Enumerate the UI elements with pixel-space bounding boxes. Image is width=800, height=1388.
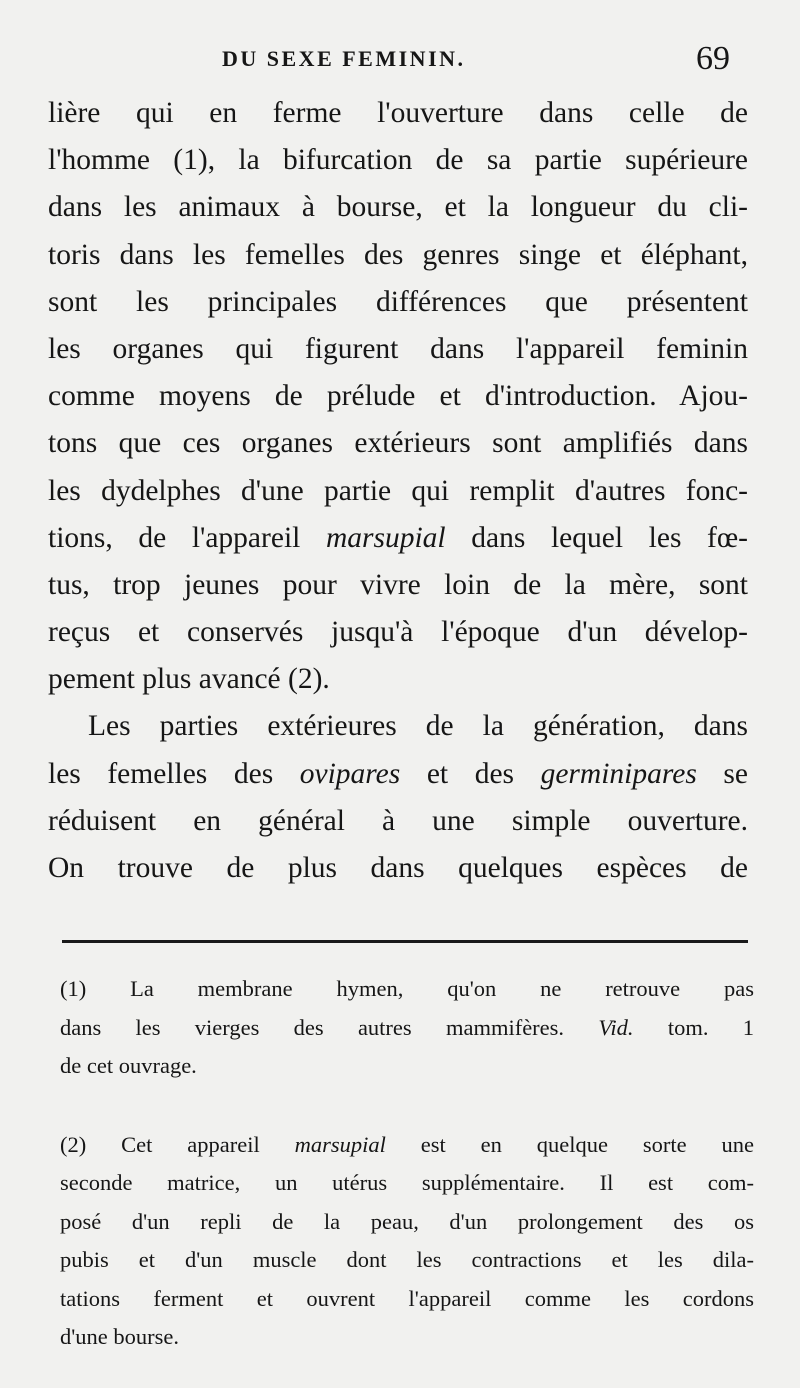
running-title: DU SEXE FEMININ. xyxy=(222,46,466,71)
text-line: comme moyens de prélude et d'introduction. Ajou- xyxy=(48,380,748,413)
text-line: tons que ces organes extérieurs sont amplifiés dans xyxy=(48,427,748,460)
footnote-line: tations ferment et ouvrent l'appareil comme les cordons xyxy=(60,1285,754,1311)
text-line: les dydelphes d'une partie qui remplit d'autres fonc- xyxy=(48,474,748,507)
text-line: Les parties extérieures de la génération, dans xyxy=(88,710,748,743)
footnote-line: posé d'un repli de la peau, d'un prolongement des os xyxy=(60,1208,754,1234)
text-line: On trouve de plus dans quelques espèces de xyxy=(48,852,748,884)
footnote-line: (2) Cet appareil marsupial est en quelque sorte une xyxy=(60,1131,754,1157)
text-line: les organes qui figurent dans l'appareil feminin xyxy=(48,332,748,365)
footnote-line: d'une bourse. xyxy=(60,1324,180,1349)
page-header xyxy=(0,38,800,88)
text-line: dans les animaux à bourse, et la longueur du cli- xyxy=(48,191,748,224)
main-text xyxy=(48,90,748,892)
footnote-rule xyxy=(62,940,748,943)
text-line: sont les principales différences que présentent xyxy=(48,285,748,318)
text-line: lière qui en ferme l'ouverture dans celle de xyxy=(48,97,748,129)
text-line: réduisent en général à une simple ouverture. xyxy=(48,804,748,837)
footnote-line: de cet ouvrage. xyxy=(60,1053,197,1078)
footnotes xyxy=(60,970,754,1357)
text-line: pement plus avancé (2). xyxy=(48,663,330,696)
footnote-line: (1) La membrane hymen, qu'on ne retrouve pas xyxy=(60,976,754,1001)
text-line: toris dans les femelles des genres singe et éléphant, xyxy=(48,238,748,271)
footnote-line: pubis et d'un muscle dont les contractions et les dila- xyxy=(60,1247,754,1272)
text-line: reçus et conservés jusqu'à l'époque d'un dévelop- xyxy=(48,616,748,649)
text-line: tus, trop jeunes pour vivre loin de la mère, sont xyxy=(48,568,748,601)
text-line: tions, de l'appareil marsupial dans lequel les fœ- xyxy=(48,521,748,554)
page-number: 69 xyxy=(696,40,730,77)
text-line: les femelles des ovipares et des germinipares se xyxy=(48,757,748,790)
footnote-line: seconde matrice, un utérus supplémentaire. Il est com- xyxy=(60,1170,754,1195)
footnote-line: dans les vierges des autres mammifères. Vid. tom. 1 xyxy=(60,1014,754,1040)
text-line: l'homme (1), la bifurcation de sa partie supérieure xyxy=(48,144,748,177)
